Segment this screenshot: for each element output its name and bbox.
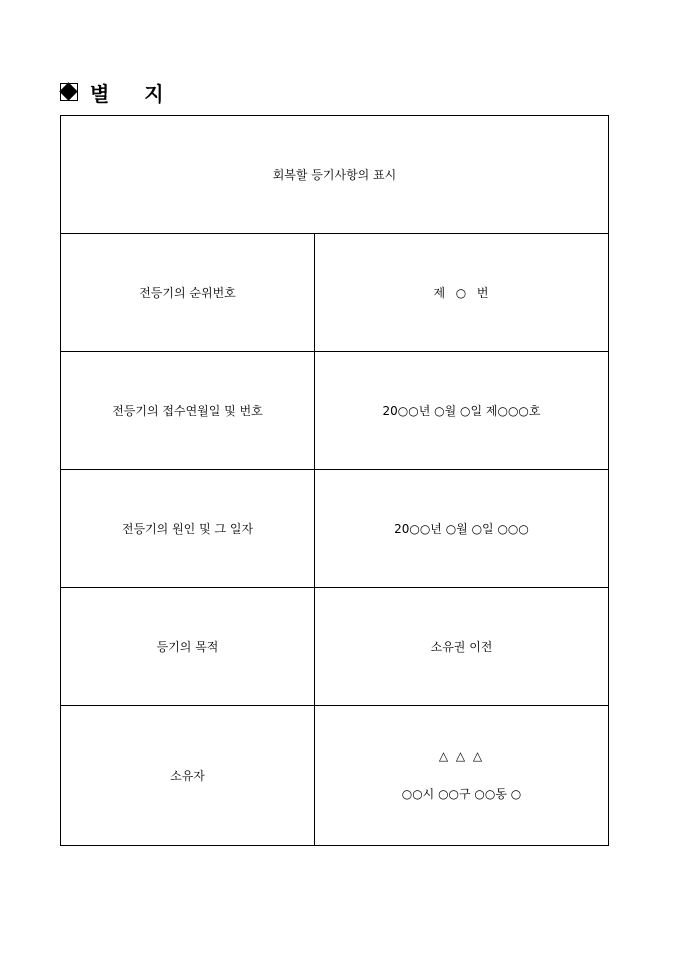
row-label: 등기의 목적	[61, 588, 315, 706]
row-label: 전등기의 순위번호	[61, 234, 315, 352]
row-value: 소유권 이전	[315, 588, 609, 706]
attachment-heading	[60, 78, 178, 106]
row-value: 20○○년 ○월 ○일 ○○○	[315, 470, 609, 588]
table-row-owner	[61, 706, 609, 846]
table-header-cell: 회복할 등기사항의 표시	[61, 116, 609, 234]
registration-recovery-table	[60, 115, 609, 846]
table-row	[61, 234, 609, 352]
row-value: 20○○년 ○월 ○일 제○○○호	[315, 352, 609, 470]
table-row	[61, 588, 609, 706]
owner-name: △ △ △	[438, 749, 485, 763]
table-row	[61, 352, 609, 470]
row-label: 전등기의 접수연월일 및 번호	[61, 352, 315, 470]
owner-label: 소유자	[61, 706, 315, 846]
table-header-row	[61, 116, 609, 234]
owner-address: ○○시 ○○구 ○○동 ○	[401, 787, 522, 801]
diamond-bullet-icon	[60, 83, 78, 101]
owner-value-cell	[315, 706, 609, 846]
row-label: 전등기의 원인 및 그 일자	[61, 470, 315, 588]
page-title: 별 지	[90, 81, 178, 106]
table-row	[61, 470, 609, 588]
row-value: 제 ○ 번	[315, 234, 609, 352]
